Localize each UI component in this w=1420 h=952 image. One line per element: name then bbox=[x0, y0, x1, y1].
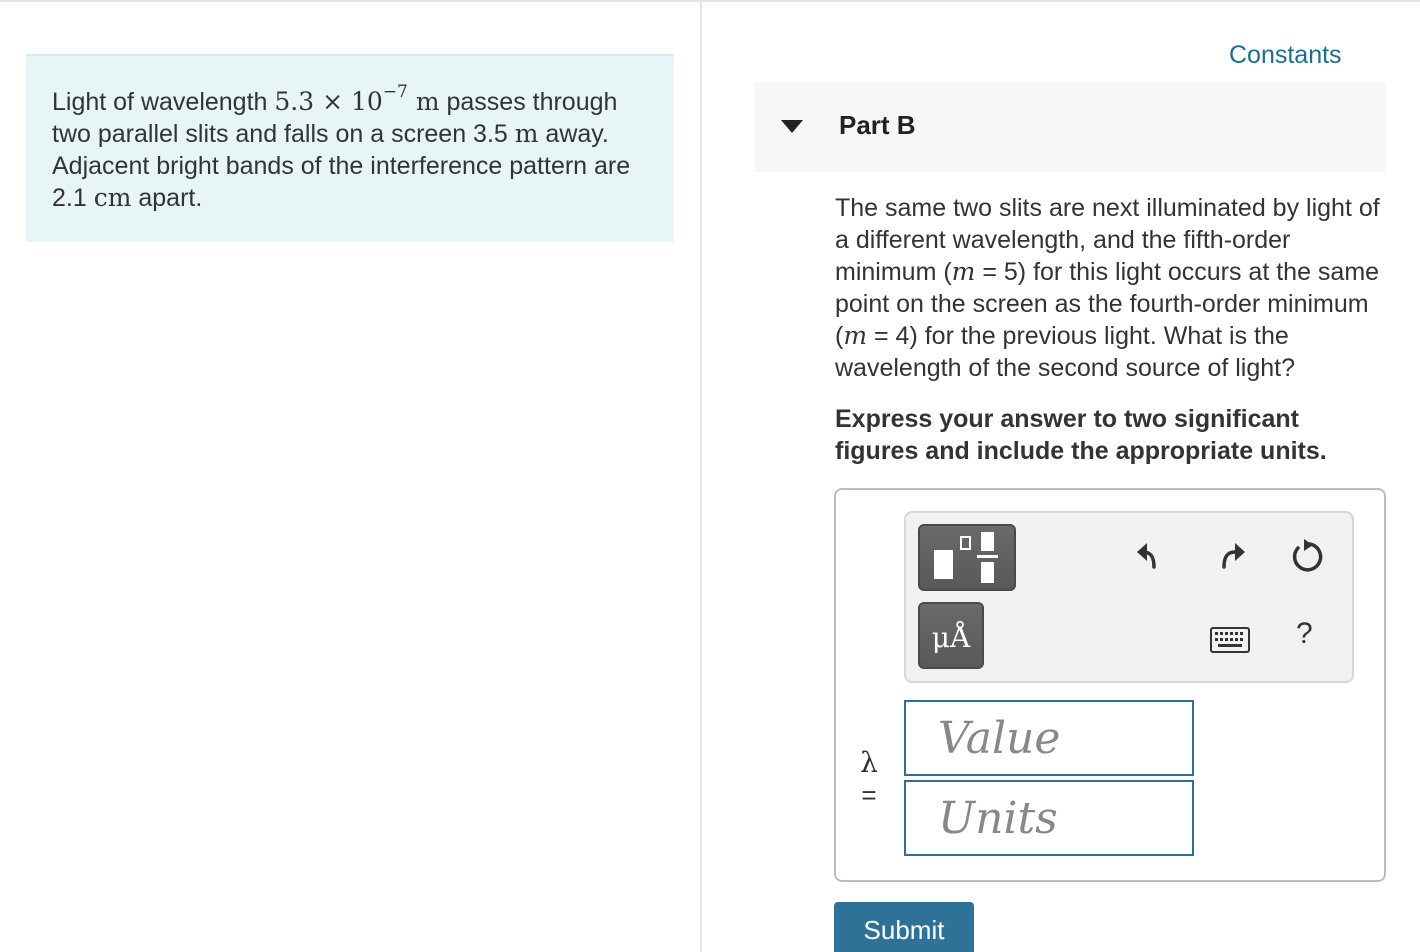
order-value-2: = 4) bbox=[867, 322, 918, 350]
problem-statement bbox=[26, 54, 674, 242]
wavelength-coefficient: 5.3 × 10 bbox=[274, 87, 383, 116]
question-text-3: for the previous light. What is the wavelength of the second source of light? bbox=[835, 322, 1296, 382]
units-input[interactable] bbox=[904, 780, 1194, 856]
answer-variable: λ bbox=[860, 746, 878, 779]
keyboard-icon[interactable] bbox=[1210, 627, 1250, 653]
value-input[interactable] bbox=[904, 700, 1194, 776]
units-button[interactable]: μÅ bbox=[918, 602, 984, 669]
order-variable-1: m bbox=[951, 257, 976, 286]
problem-text-3: away. Adjacent bright bands of the interference pattern are 2.1 bbox=[52, 120, 631, 212]
math-toolbar bbox=[904, 511, 1354, 683]
wavelength-value bbox=[274, 81, 440, 116]
equals-sign: = bbox=[861, 780, 877, 810]
template-square-icon bbox=[934, 550, 953, 579]
distance-unit: m bbox=[514, 119, 539, 148]
templates-button[interactable] bbox=[918, 524, 1016, 591]
wavelength-exponent: −7 bbox=[382, 81, 408, 102]
collapse-caret-icon[interactable] bbox=[781, 120, 803, 133]
part-header[interactable] bbox=[754, 82, 1386, 172]
question-text-1: The same two slits are next illuminated by light of a different wavelength, and the fifth-order minimum ( bbox=[835, 194, 1380, 286]
problem-text-2: passes through two parallel slits and falls on a screen 3.5 bbox=[52, 88, 618, 148]
order-value-1: = 5) bbox=[975, 258, 1027, 286]
part-title: Part B bbox=[839, 110, 916, 140]
question-text-2: for this light occurs at the same point on the screen as the fourth-order minimum ( bbox=[835, 258, 1380, 350]
question-text bbox=[835, 192, 1390, 384]
pane-divider bbox=[700, 0, 702, 952]
undo-icon[interactable] bbox=[1134, 537, 1172, 575]
problem-text-1: Light of wavelength bbox=[52, 88, 275, 116]
wavelength-unit: m bbox=[407, 87, 440, 116]
spacing-unit: cm bbox=[93, 183, 132, 212]
problem-text-4: apart. bbox=[131, 184, 203, 212]
redo-icon[interactable] bbox=[1210, 537, 1248, 575]
constants-link[interactable]: Constants bbox=[1229, 41, 1342, 69]
answer-instruction: Express your answer to two significant figures and include the appropriate units. bbox=[835, 405, 1327, 465]
help-button[interactable]: ? bbox=[1296, 617, 1313, 650]
fraction-denominator-icon bbox=[981, 562, 994, 583]
answer-box bbox=[834, 488, 1386, 882]
order-variable-2: m bbox=[843, 321, 868, 350]
submit-button[interactable]: Submit bbox=[834, 902, 974, 952]
problem-text bbox=[52, 81, 652, 214]
fraction-numerator-icon bbox=[981, 532, 994, 551]
fraction-bar-icon bbox=[977, 555, 998, 558]
reset-icon[interactable] bbox=[1288, 537, 1326, 575]
top-rule bbox=[0, 0, 1420, 2]
template-exponent-icon bbox=[960, 536, 971, 550]
